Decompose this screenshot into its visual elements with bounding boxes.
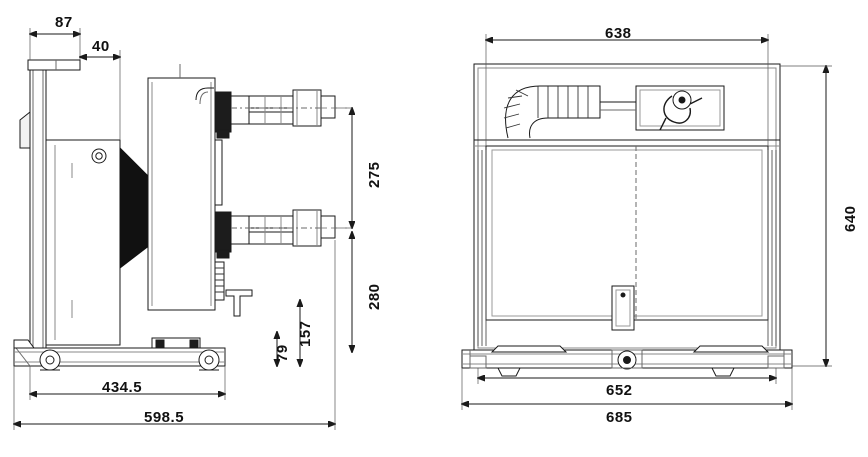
dim-40: 40: [92, 38, 110, 55]
dim-640: 640: [842, 205, 859, 232]
dim-685: 685: [606, 409, 633, 426]
dim-87: 87: [55, 14, 73, 31]
dim-79: 79: [274, 344, 291, 362]
dim-652: 652: [606, 382, 633, 399]
dim-280: 280: [366, 283, 383, 310]
dim-434-5: 434.5: [102, 379, 143, 396]
dim-157: 157: [297, 320, 314, 347]
dim-275: 275: [366, 161, 383, 188]
dim-638: 638: [605, 25, 632, 42]
dim-598-5: 598.5: [144, 409, 185, 426]
